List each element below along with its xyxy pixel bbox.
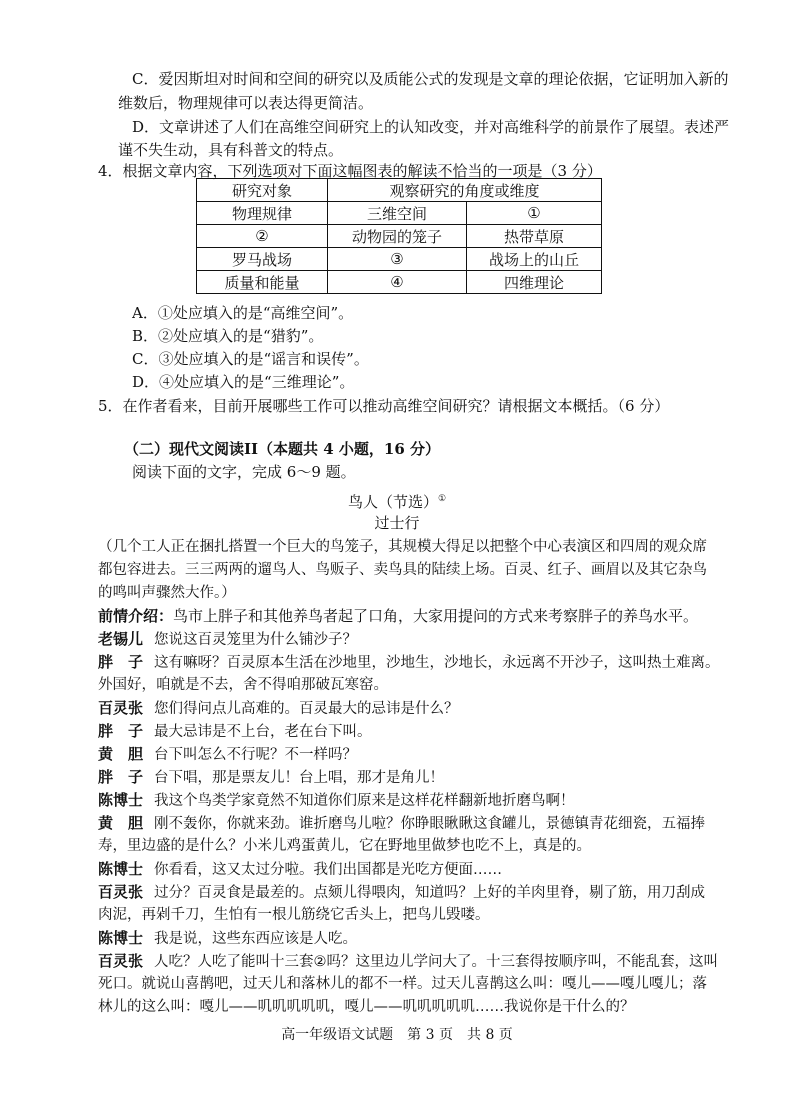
dialogue-line bbox=[98, 927, 754, 950]
dialogue-text: 肉泥，再剁千刀，生怕有一根儿筋绕它舌头上，把鸟儿毁喽。 bbox=[98, 907, 490, 923]
option-d-line2: 谨不失生动，具有科普文的特点。 bbox=[118, 141, 344, 159]
intro-label: 前情介绍： bbox=[98, 607, 174, 625]
dialogue-line bbox=[98, 743, 754, 766]
question-4-stem: 4．根据文章内容，下列选项对下面这幅图表的解读不恰当的一项是（3 分） bbox=[98, 162, 602, 180]
table-cell: 罗马战场 bbox=[197, 248, 328, 271]
dialogue-line bbox=[98, 950, 754, 973]
speaker-name: 胖 子 bbox=[98, 653, 144, 671]
intro-text: 鸟市上胖子和其他养鸟者起了口角，大家用提问的方式来考察胖子的养鸟水平。 bbox=[173, 607, 699, 625]
dialogue-line bbox=[98, 812, 754, 835]
dialogue-text: 寿，里边盛的是什么？小米儿鸡蛋黄儿，它在野地里做梦也吃不上，真是的。 bbox=[98, 838, 591, 854]
table-cell: 四维理论 bbox=[467, 271, 602, 294]
passage-author: 过士行 bbox=[374, 514, 420, 532]
dialogue-text: 您们得问点儿高难的。百灵最大的忌讳是什么？ bbox=[154, 701, 459, 717]
dialogue-text: 过分？百灵食是最差的。点颏儿得喂肉，知道吗？上好的羊肉里脊，剔了筋，用刀刮成 bbox=[154, 885, 705, 901]
dialogue-text: 我是说，这些东西应该是人吃。 bbox=[154, 931, 357, 947]
speaker-name: 百灵张 bbox=[98, 952, 144, 970]
option-d-line1: D．文章讲述了人们在高维空间研究上的认知改变，并对高维科学的前景作了展望。表述严 bbox=[132, 118, 730, 136]
table-cell: 战场上的山丘 bbox=[467, 248, 602, 271]
passage-title-text: 鸟人（节选） bbox=[347, 493, 438, 511]
dialogue-line bbox=[98, 996, 754, 1018]
table-header-row bbox=[197, 179, 602, 202]
dialogue-text: 这有嘛呀？百灵原本生活在沙地里，沙地生，沙地长，永远离不开沙子，这叫热土难离。 bbox=[154, 655, 720, 671]
speaker-name: 胖 子 bbox=[98, 722, 144, 740]
stage-direction-line: （几个工人正在捆扎搭置一个巨大的鸟笼子，其规模大得足以把整个中心表演区和四周的观众席 bbox=[98, 539, 707, 555]
dialogue-line bbox=[98, 766, 754, 789]
table-cell: ① bbox=[467, 202, 602, 225]
dialogue-text: 台下叫怎么不行呢？不一样吗？ bbox=[154, 747, 357, 763]
q4-option-a: A．①处应填入的是“高维空间”。 bbox=[132, 304, 354, 322]
page-footer: 高一年级语文试题 第 3 页 共 8 页 bbox=[281, 1027, 513, 1043]
table-cell: 三维空间 bbox=[328, 202, 467, 225]
dialogue-line bbox=[98, 789, 754, 812]
speaker-name: 百灵张 bbox=[98, 699, 144, 717]
dialogue-line bbox=[98, 697, 754, 720]
section-heading: （二）现代文阅读II（本题共 4 小题，16 分） bbox=[124, 440, 441, 458]
speaker-name: 黄 胆 bbox=[98, 745, 144, 763]
passage-title bbox=[0, 488, 794, 513]
section-instruction: 阅读下面的文字，完成 6～9 题。 bbox=[132, 463, 356, 481]
table-cell: 质量和能量 bbox=[197, 271, 328, 294]
dialogue-line bbox=[98, 904, 754, 926]
table-cell: ④ bbox=[328, 271, 467, 294]
dialogue-line bbox=[98, 835, 754, 857]
dialogue-text: 你看看，这又太过分啦。我们出国都是光吃方便面…… bbox=[154, 862, 502, 878]
dialogue-text: 人吃？人吃了能叫十三套②吗？这里边儿学问大了。十三套得按顺序叫，不能乱套，这叫 bbox=[154, 954, 718, 970]
table-row bbox=[197, 202, 602, 225]
dialogue-text: 林儿的这么叫：嘎儿——叽叽叽叽叽，嘎儿——叽叽叽叽叽……我说你是干什么的？ bbox=[98, 999, 635, 1015]
dialogue-line bbox=[98, 973, 754, 995]
dimension-table bbox=[196, 178, 602, 294]
table-row bbox=[197, 248, 602, 271]
option-c-line1: C．爱因斯坦对时间和空间的研究以及质能公式的发现是文章的理论依据，它证明加入新的 bbox=[132, 70, 729, 88]
dialogue-line bbox=[98, 720, 754, 743]
dialogue-text: 外国好，咱就是不去，舍不得咱那破瓦寒窑。 bbox=[98, 677, 388, 693]
speaker-name: 陈博士 bbox=[98, 929, 144, 947]
table-cell: 动物园的笼子 bbox=[328, 225, 467, 248]
table-cell: 物理规律 bbox=[197, 202, 328, 225]
dialogue-text: 刚不轰你，你就来劲。谁折磨鸟儿啦？你睁眼瞅瞅这食罐儿，景德镇青花细瓷，五福捧 bbox=[154, 816, 705, 832]
speaker-name: 胖 子 bbox=[98, 768, 144, 786]
table-header-cell: 观察研究的角度或维度 bbox=[328, 179, 602, 202]
dialogue-line bbox=[98, 881, 754, 904]
dialogue-text: 台下唱，那是票友儿！台上唱，那才是角儿！ bbox=[154, 770, 444, 786]
dialogue-line bbox=[98, 628, 754, 651]
dialogue-text: 最大忌讳是不上台，老在台下叫。 bbox=[154, 724, 372, 740]
dialogue-line bbox=[98, 858, 754, 881]
title-footnote-mark: ① bbox=[437, 494, 447, 504]
dialogue-text: 我这个鸟类学家竟然不知道你们原来是这样花样翻新地折磨鸟啊！ bbox=[154, 793, 575, 809]
speaker-name: 黄 胆 bbox=[98, 814, 144, 832]
table-cell: 热带草原 bbox=[467, 225, 602, 248]
stage-direction-line: 的鸣叫声骤然大作。） bbox=[98, 585, 236, 601]
dialogue-text: 死口。就说山喜鹊吧，过天儿和落林儿的都不一样。过天儿喜鹊这么叫：嘎儿——嘎儿嘎儿；落 bbox=[98, 976, 707, 992]
dialogue-line bbox=[98, 651, 754, 674]
q4-option-c: C．③处应填入的是“谣言和误传”。 bbox=[132, 350, 369, 368]
dialogue-line bbox=[98, 674, 754, 696]
dialogue-text: 您说这百灵笼里为什么铺沙子？ bbox=[154, 632, 357, 648]
table-row bbox=[197, 225, 602, 248]
stage-direction-line: 都包容进去。三三两两的遛鸟人、鸟贩子、卖鸟具的陆续上场。百灵、红子、画眉以及其它杂鸟 bbox=[98, 562, 707, 578]
q4-option-b: B．②处应填入的是“猎豹”。 bbox=[132, 327, 324, 345]
table-cell: ② bbox=[197, 225, 328, 248]
speaker-name: 百灵张 bbox=[98, 883, 144, 901]
question-5: 5．在作者看来，目前开展哪些工作可以推动高维空间研究？请根据文本概括。（6 分） bbox=[98, 397, 670, 415]
speaker-name: 陈博士 bbox=[98, 860, 144, 878]
intro-line bbox=[98, 605, 754, 627]
table-row bbox=[197, 271, 602, 294]
q4-option-d: D．④处应填入的是“三维理论”。 bbox=[132, 373, 355, 391]
speaker-name: 老锡儿 bbox=[98, 630, 144, 648]
table-header-cell: 研究对象 bbox=[197, 179, 328, 202]
option-c-line2: 维数后，物理规律可以表达得更简洁。 bbox=[118, 94, 374, 112]
table-cell: ③ bbox=[328, 248, 467, 271]
speaker-name: 陈博士 bbox=[98, 791, 144, 809]
